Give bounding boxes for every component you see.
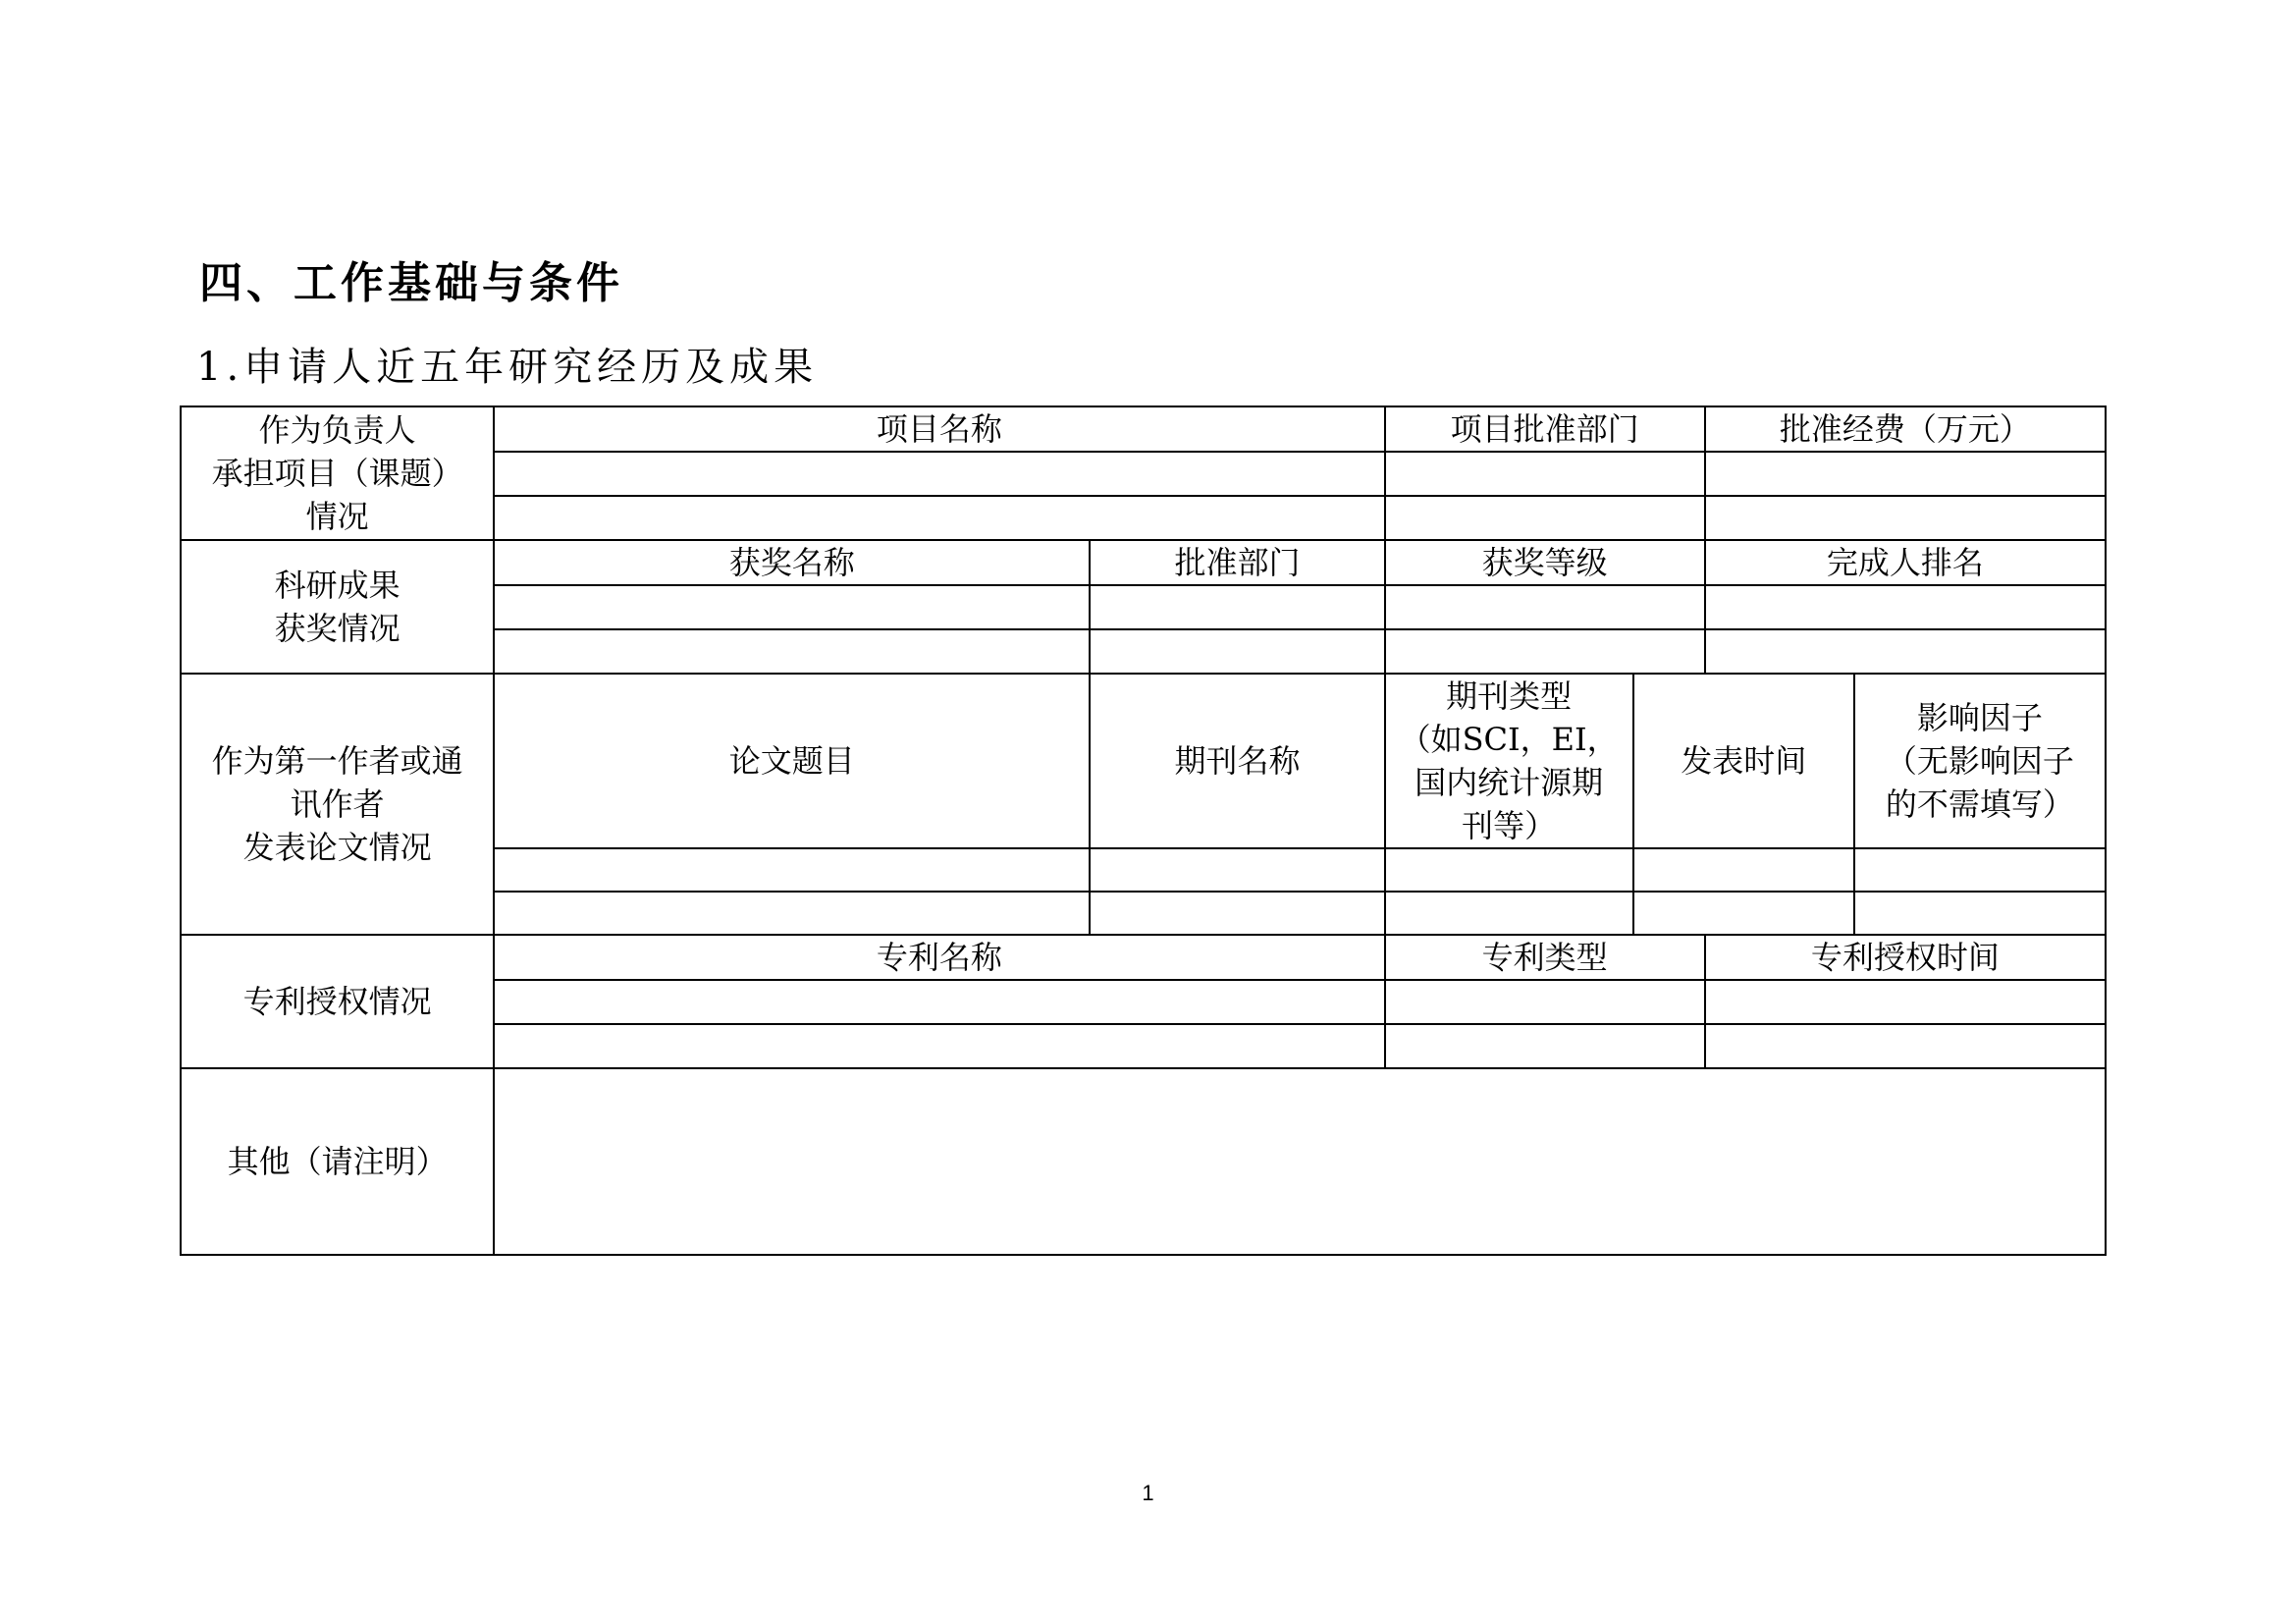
patent-name-header: 专利名称 <box>494 935 1384 980</box>
project-funding-header: 批准经费（万元） <box>1705 406 2106 452</box>
journal-type-line-3: 国内统计源期 <box>1415 764 1604 801</box>
papers-category-line-3: 发表论文情况 <box>242 829 432 866</box>
publish-time-input-cell[interactable] <box>1633 848 1854 892</box>
impact-factor-line-3: 的不需填写） <box>1885 785 2074 823</box>
project-funding-input-cell[interactable] <box>1705 452 2106 496</box>
projects-category-cell <box>181 406 494 540</box>
patent-type-header: 专利类型 <box>1385 935 1705 980</box>
patents-category-cell: 专利授权情况 <box>181 935 494 1068</box>
journal-type-input-cell[interactable] <box>1385 848 1633 892</box>
other-row <box>181 1068 2106 1255</box>
awards-category-line-2: 获奖情况 <box>274 610 400 647</box>
award-rank-input-cell[interactable] <box>1705 629 2106 674</box>
projects-category-line-3: 情况 <box>305 498 369 535</box>
papers-header-row <box>181 674 2106 848</box>
paper-title-header: 论文题目 <box>494 674 1090 848</box>
papers-category-line-1: 作为第一作者或通 <box>211 742 463 780</box>
award-dept-input-cell[interactable] <box>1090 585 1384 629</box>
patent-grant-time-header: 专利授权时间 <box>1705 935 2106 980</box>
award-level-header: 获奖等级 <box>1385 540 1705 585</box>
award-dept-input-cell[interactable] <box>1090 629 1384 674</box>
projects-category-line-1: 作为负责人 <box>258 411 416 449</box>
award-rank-input-cell[interactable] <box>1705 585 2106 629</box>
patent-type-input-cell[interactable] <box>1385 980 1705 1024</box>
section-title: 四、工作基础与条件 <box>199 258 623 308</box>
journal-type-input-cell[interactable] <box>1385 892 1633 935</box>
publish-time-input-cell[interactable] <box>1633 892 1854 935</box>
journal-type-line-2: （如SCI，EI， <box>1399 721 1619 758</box>
patent-grant-time-input-cell[interactable] <box>1705 1024 2106 1068</box>
projects-category-line-2: 承担项目（课题） <box>211 455 463 492</box>
award-name-input-cell[interactable] <box>494 585 1090 629</box>
projects-header-row <box>181 406 2106 452</box>
award-level-input-cell[interactable] <box>1385 585 1705 629</box>
impact-factor-input-cell[interactable] <box>1854 848 2106 892</box>
award-name-input-cell[interactable] <box>494 629 1090 674</box>
other-input-cell[interactable] <box>494 1068 2106 1255</box>
award-level-input-cell[interactable] <box>1385 629 1705 674</box>
papers-category-cell <box>181 674 494 935</box>
publish-time-header: 发表时间 <box>1633 674 1854 848</box>
project-funding-input-cell[interactable] <box>1705 496 2106 540</box>
impact-factor-header <box>1854 674 2106 848</box>
journal-type-line-1: 期刊类型 <box>1446 677 1573 715</box>
awards-header-row <box>181 540 2106 585</box>
project-dept-input-cell[interactable] <box>1385 452 1705 496</box>
impact-factor-line-2: （无影响因子 <box>1885 742 2074 780</box>
project-name-input-cell[interactable] <box>494 452 1384 496</box>
award-name-header: 获奖名称 <box>494 540 1090 585</box>
award-rank-header: 完成人排名 <box>1705 540 2106 585</box>
patents-header-row <box>181 935 2106 980</box>
journal-type-header <box>1385 674 1633 848</box>
journal-name-input-cell[interactable] <box>1090 848 1384 892</box>
awards-category-cell <box>181 540 494 674</box>
project-name-header: 项目名称 <box>494 406 1384 452</box>
research-achievements-table <box>180 406 2107 1256</box>
award-approving-dept-header: 批准部门 <box>1090 540 1384 585</box>
patent-type-input-cell[interactable] <box>1385 1024 1705 1068</box>
paper-title-input-cell[interactable] <box>494 848 1090 892</box>
patent-name-input-cell[interactable] <box>494 1024 1384 1068</box>
impact-factor-input-cell[interactable] <box>1854 892 2106 935</box>
patent-grant-time-input-cell[interactable] <box>1705 980 2106 1024</box>
project-approving-dept-header: 项目批准部门 <box>1385 406 1705 452</box>
journal-name-input-cell[interactable] <box>1090 892 1384 935</box>
journal-type-line-4: 刊等） <box>1462 807 1557 844</box>
project-name-input-cell[interactable] <box>494 496 1384 540</box>
other-category-cell: 其他（请注明） <box>181 1068 494 1255</box>
page-number: 1 <box>1142 1481 1154 1505</box>
sub-title: 1.申请人近五年研究经历及成果 <box>196 345 819 390</box>
awards-category-line-1: 科研成果 <box>274 567 400 604</box>
paper-title-input-cell[interactable] <box>494 892 1090 935</box>
papers-category-line-2: 讯作者 <box>290 785 385 823</box>
patent-name-input-cell[interactable] <box>494 980 1384 1024</box>
project-dept-input-cell[interactable] <box>1385 496 1705 540</box>
impact-factor-line-1: 影响因子 <box>1916 699 2043 736</box>
journal-name-header: 期刊名称 <box>1090 674 1384 848</box>
